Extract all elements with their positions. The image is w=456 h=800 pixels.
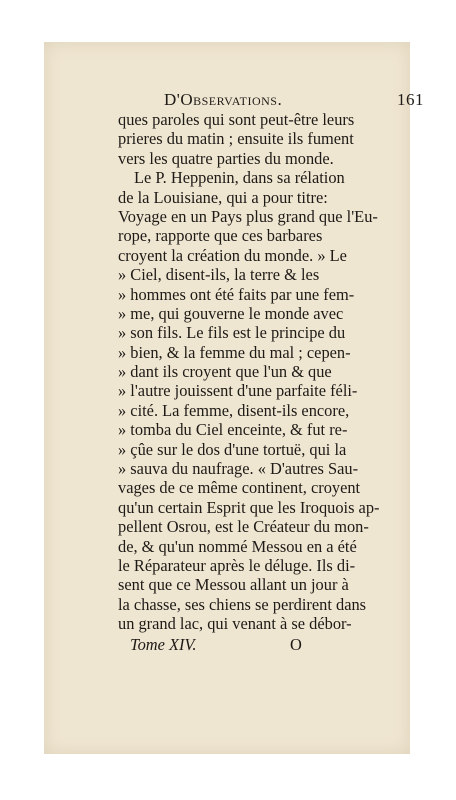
text-line: » tomba du Ciel enceinte, & fut re- bbox=[118, 420, 348, 440]
text-line: Voyage en un Pays plus grand que l'Eu- bbox=[118, 206, 378, 226]
text-line: » hommes ont été faits par une fem- bbox=[118, 284, 355, 304]
text-line: vers les quatre parties du monde. bbox=[118, 148, 334, 168]
page-header bbox=[118, 90, 424, 110]
text-line: sent que ce Messou allant un jour à bbox=[118, 575, 349, 595]
page-number: 161 bbox=[397, 90, 424, 109]
text-line: » sauva du naufrage. « D'autres Sau- bbox=[118, 459, 359, 479]
book-page bbox=[44, 42, 424, 754]
page-footer bbox=[118, 634, 424, 656]
text-line: Le P. Heppenin, dans sa rélation bbox=[134, 168, 345, 188]
text-line: un grand lac, qui venant à se débor- bbox=[118, 614, 352, 634]
text-line: » çûe sur le dos d'une tortuë, qui la bbox=[118, 439, 347, 459]
signature-mark: O bbox=[290, 634, 302, 654]
text-line: de, & qu'un nommé Messou en a été bbox=[118, 536, 357, 556]
text-line: qu'un certain Esprit que les Iroquois ap- bbox=[118, 497, 380, 517]
text-block bbox=[118, 90, 424, 656]
volume-label: Tome XIV. bbox=[130, 634, 197, 654]
text-line: pellent Osrou, est le Créateur du mon- bbox=[118, 517, 369, 537]
running-head: D'Observations. bbox=[164, 90, 283, 109]
text-line: » bien, & la femme du mal ; cepen- bbox=[118, 342, 351, 362]
text-line: le Réparateur après le déluge. Ils di- bbox=[118, 555, 356, 575]
text-line: » Ciel, disent-ils, la terre & les bbox=[118, 265, 320, 285]
text-line: » son fils. Le fils est le principe du bbox=[118, 323, 346, 343]
text-line: » dant ils croyent que l'un & que bbox=[118, 362, 332, 382]
body-text bbox=[118, 110, 424, 634]
text-line: » l'autre jouissent d'une parfaite féli- bbox=[118, 381, 358, 401]
text-line: vages de ce même continent, croyent bbox=[118, 478, 361, 498]
text-line: la chasse, ses chiens se perdirent dans bbox=[118, 594, 367, 614]
text-line: ques paroles qui sont peut-être leurs bbox=[118, 110, 355, 129]
text-line: » me, qui gouverne le monde avec bbox=[118, 303, 344, 323]
text-line: rope, rapporte que ces barbares bbox=[118, 226, 323, 246]
text-line: prieres du matin ; ensuite ils fument bbox=[118, 129, 354, 149]
text-line: » cité. La femme, disent-ils encore, bbox=[118, 400, 350, 420]
text-line: de la Louisiane, qui a pour titre: bbox=[118, 187, 328, 207]
text-line: croyent la création du monde. » Le bbox=[118, 245, 347, 265]
